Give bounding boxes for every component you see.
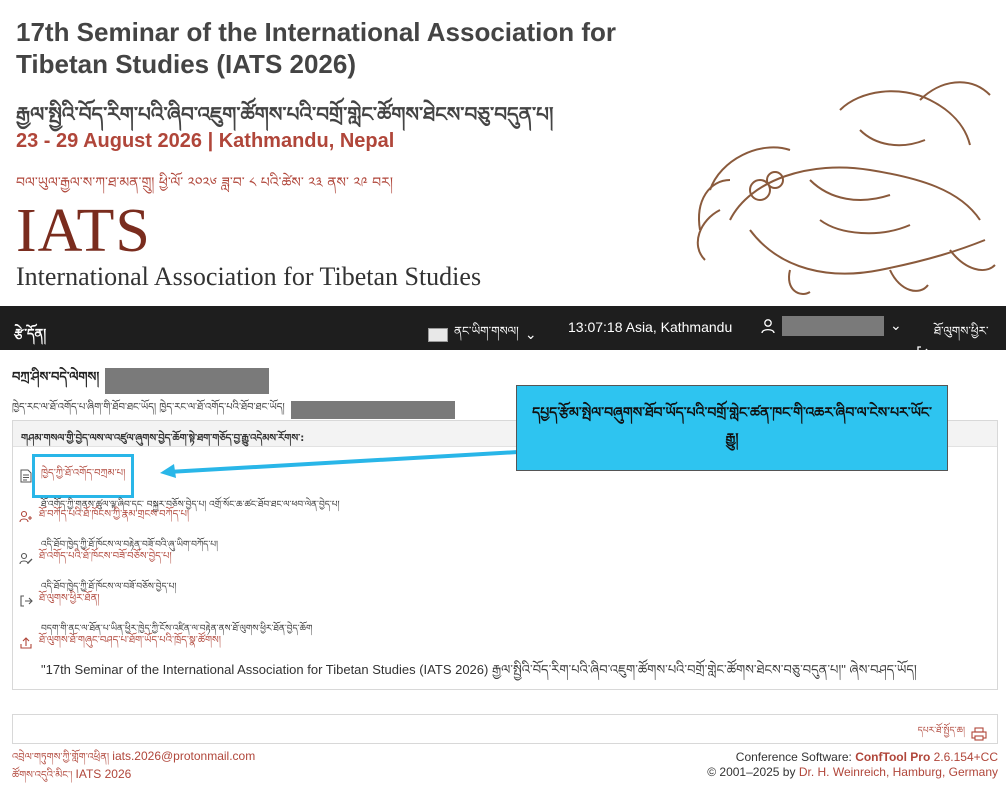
- print-bar: [12, 714, 998, 744]
- callout-box: དཔྱད་རྩོམ་སྤེལ་བཞུགས་ཐོབ་ཡོད་པའི་བགྲོ་གླེང་ཚན་ཁང་གི་འཆར་ཞིབ་ལ་ངེས་པར་ཡོང་རྒྱུ།: [516, 385, 948, 471]
- language-label: ནང་ཡིག་གསལ།: [454, 324, 519, 338]
- user-add-icon: [19, 510, 33, 524]
- conference-dates-tibetan: བལ་ཡུལ་རྒྱལ་ས་ཀ་ཐ་མན་གྲུ། ཕྱི་ལོ་ ༢༠༢༦ ཟླ་བ་ ༨ པའི་ཚེས་ ༢༣ ནས་ ༢༩ བར།: [16, 175, 393, 191]
- logout-icon: [916, 345, 930, 359]
- iats-logo: IATS: [16, 197, 151, 265]
- greeting-label: བཀྲ་ཤིས་བདེ་ལེགས།: [12, 370, 100, 385]
- user-name-redacted: [105, 368, 269, 394]
- language-selector[interactable]: [428, 318, 537, 352]
- flag-icon: [428, 328, 448, 342]
- footer-credits: [707, 750, 998, 780]
- registration-info-text: ཁྱེད་རང་ལ་ཐོ་འགོད་པ་ཞིག་གི་ཐོབ་ཐང་ཡོད། ཁྱེད་རང་ལ་ཐོ་འགོད་པའི་ཐོབ་ཐང་ཡོད།: [12, 402, 285, 413]
- show-registration-link[interactable]: [19, 461, 340, 491]
- logout-icon: [19, 594, 33, 608]
- item-label: ཐོ་ལུགས་ཐོ་གཞུང་བཤད་པ་ཐོག་ཡོད་པའི་ཁྲོད་སྣ་ཚོགས།: [39, 635, 221, 646]
- item-label: ཐོ་བཀོད་པའི་ཐོ་ཁོངས་ཀྱི་རྣམ་གྲངས་བཀོད་པ།: [39, 509, 190, 520]
- top-navbar: [0, 306, 1006, 372]
- printer-icon: [971, 727, 987, 741]
- conference-name: IATS 2026: [75, 767, 132, 781]
- user-menu[interactable]: [760, 316, 902, 336]
- list-item: [19, 629, 991, 678]
- item-description: འདི་ཐོབ་ཁྱེད་ཀྱི་ཐོ་ཁོངས་ལ་བརྟེན་བཟོ་བའི་ཞུ་ཡིག་བཀོད་པ།: [41, 540, 219, 550]
- copyright-prefix: © 2001–2025 by: [707, 765, 799, 779]
- conference-title-tibetan: རྒྱལ་སྤྱིའི་བོད་རིག་པའི་ཞིབ་འཇུག་ཚོགས་པའི་བགྲོ་གླེང་ཚོགས་ཐེངས་བཅུ་བདུན་པ།: [16, 102, 554, 126]
- nav-home-link[interactable]: རྩེ་དོན།: [14, 327, 47, 342]
- greeting: [12, 362, 269, 399]
- logout-button[interactable]: [916, 318, 1006, 386]
- print-label: དཔར་ཐོ་སྤྱོད་ཆ།: [917, 726, 965, 736]
- item-label: ཐོ་འགོད་པའི་ཐོ་ཁོངས་བཟོ་བཅོས་བྱེད་པ།: [39, 551, 172, 562]
- item-description: འདི་ཐོབ་ཁྱེད་ཀྱི་ཐོ་ཁོངས་ལ་བཟོ་བཅོས་བྱེད་པ།: [41, 582, 177, 592]
- clock-display: 13:07:18 Asia, Kathmandu: [568, 319, 733, 335]
- software-version: 2.6.154+CC: [930, 750, 998, 764]
- header-banner: [0, 0, 1006, 306]
- print-button[interactable]: [918, 721, 987, 746]
- item-label: ཐོ་ལུགས་ཕྱིར་ཐོན།: [39, 593, 100, 604]
- chevron-down-icon: ⌄: [890, 318, 902, 334]
- software-prefix: Conference Software:: [735, 750, 856, 764]
- chevron-down-icon: ⌄: [524, 327, 537, 343]
- user-edit-icon: [19, 552, 33, 566]
- conference-label: ཚོགས་འདུའི་མིང་།: [12, 770, 73, 781]
- conference-dates: 23 - 29 August 2026 | Kathmandu, Nepal: [16, 130, 395, 152]
- conference-title: 17th Seminar of the International Association for Tibetan Studies (IATS 2026): [16, 17, 617, 79]
- iats-logo-subtitle: International Association for Tibetan Studies: [16, 262, 482, 291]
- contact-label: འབྲེལ་གཏུགས་ཀྱི་གློག་འཕྲིན།: [12, 752, 110, 763]
- yak-illustration: [690, 70, 1000, 302]
- document-icon: [19, 469, 33, 483]
- software-link[interactable]: ConfTool Pro: [855, 750, 931, 764]
- item-description: "17th Seminar of the International Association for Tibetan Studies (IATS 2026) རྒྱལ་སྤྱིའི་བོད་རིག་པའི་ཞིབ་འཇུག་ཚོགས་པའི་བགྲོ་གླེང་ཚོགས་ཐེངས་བཅུ་བདུན་པ།" ཞེས་བཤད་ཡོད།: [41, 662, 917, 677]
- info-redacted: [291, 401, 455, 419]
- logout-label: ཐོ་ལུགས་ཕྱིར་ཐོན།: [933, 324, 989, 372]
- item-description: ཐོ་འགོད་ཀྱི་གནས་ཚུལ་ལྟ་ཞིབ་དང་ བསྐྱར་བཅོས་བྱེད་པ། འགྲོ་སོང་ཆ་ཚང་ཐོབ་ཐང་ལ་ཕབ་ལེན་བྱེད་པ།: [41, 500, 340, 510]
- submit-contribution-link[interactable]: [19, 503, 218, 531]
- item-description: བདག་གི་ནང་ལ་ཐོན་པ་ཡིན་ཕྱིར་ཁྱེད་ཀྱི་ངོས་འཛིན་ལ་བརྟེན་ནས་ཐོ་ལུགས་ཕྱིར་ཐོན་བྱེད་ཆོག: [41, 624, 313, 634]
- logout-link[interactable]: [19, 587, 312, 615]
- username-redacted: [782, 316, 884, 336]
- footer-contact: [12, 748, 255, 784]
- edit-contribution-link[interactable]: [19, 545, 176, 573]
- user-icon: [760, 318, 776, 334]
- upload-icon: [19, 636, 33, 650]
- item-label: ཁྱེད་ཀྱི་ཐོ་འགོད་བཀྲམ་པ།: [39, 461, 127, 491]
- contact-email[interactable]: iats.2026@protonmail.com: [112, 749, 256, 763]
- export-link[interactable]: [19, 629, 991, 657]
- panel-heading: གཤམ་གསལ་གྱི་བྱེད་ལས་ལ་འཛུལ་ཞུགས་བྱེད་ཆོག་སྟེ་ཐག་གཅོད་བྱ་རྒྱུ་འདེམས་རོགས་:: [13, 421, 997, 447]
- author-link[interactable]: Dr. H. Weinreich, Hamburg, Germany: [798, 765, 998, 779]
